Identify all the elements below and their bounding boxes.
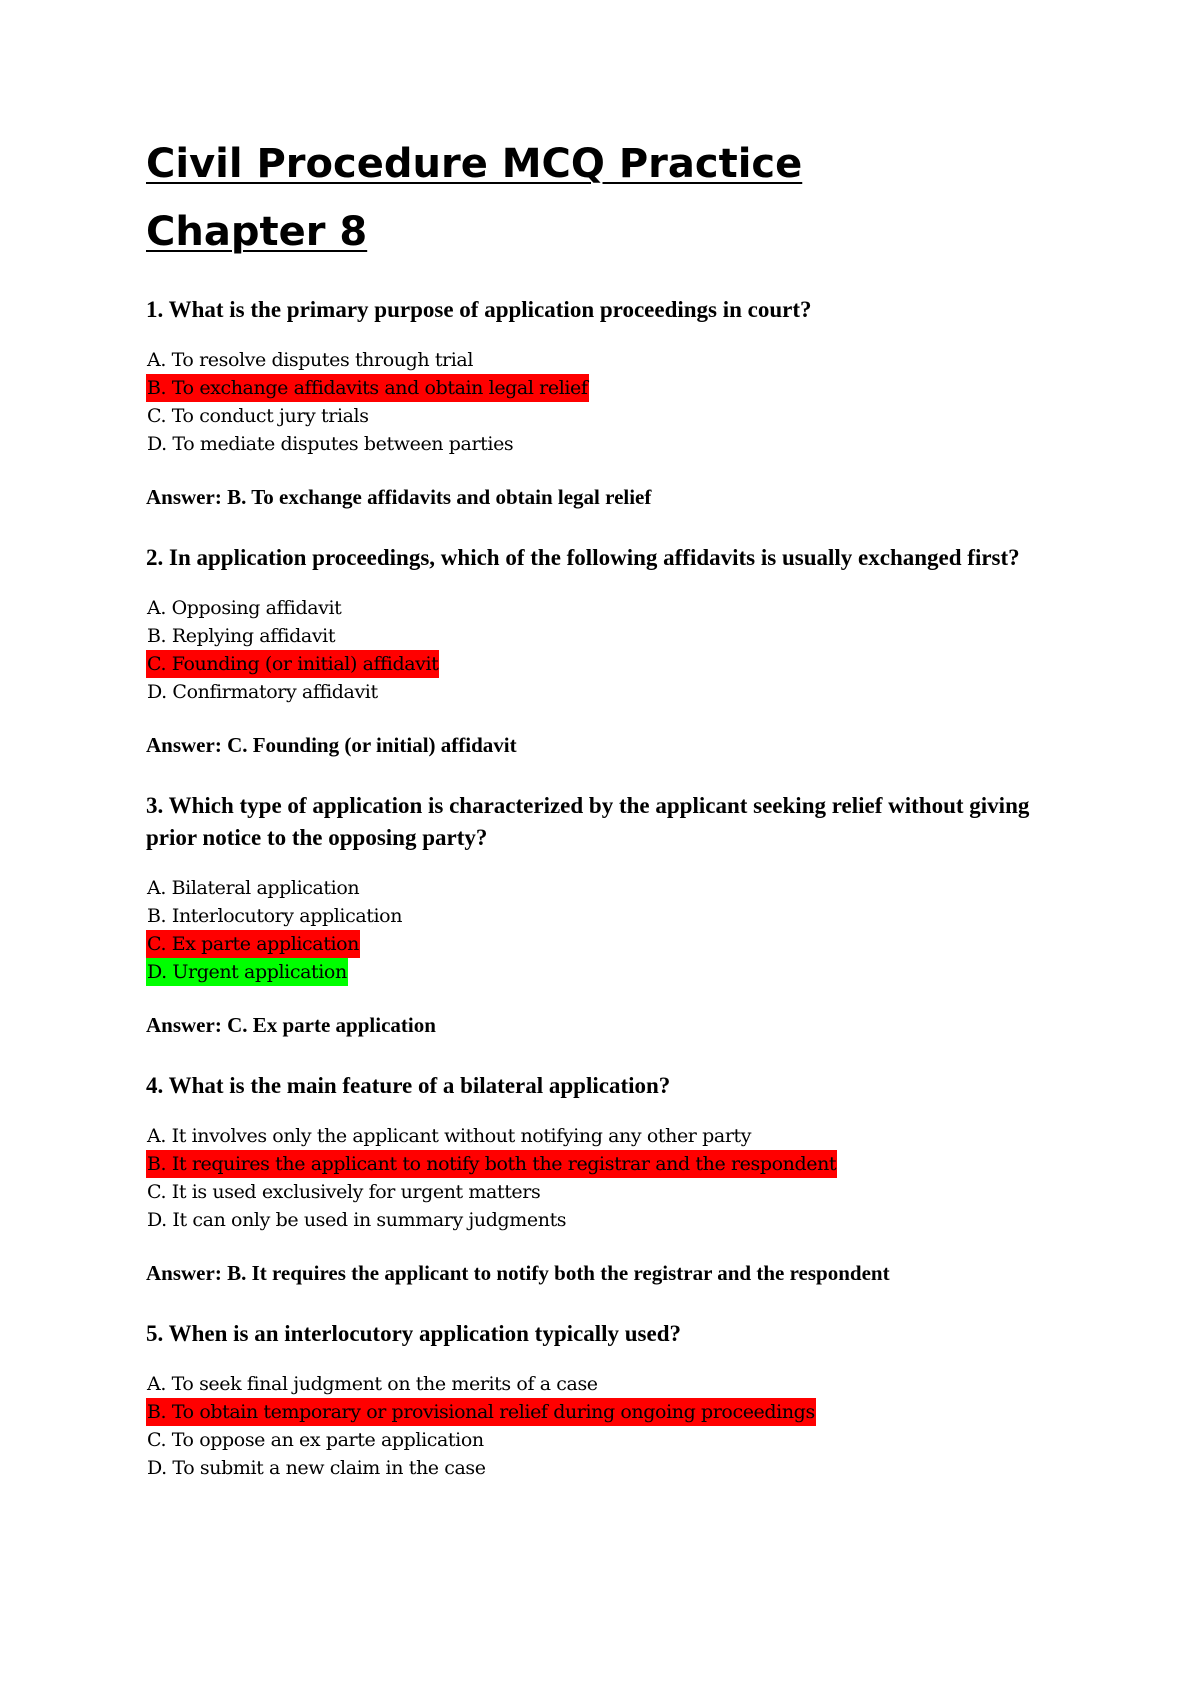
answer-option-text: D. To mediate disputes between parties [147, 433, 514, 455]
answer-option [146, 902, 1076, 930]
option-list [146, 1370, 1076, 1482]
answer-option-text: C. Founding (or initial) affidavit [146, 650, 439, 678]
question-text: 5. When is an interlocutory application typically used? [146, 1321, 682, 1346]
chapter-title: Chapter 8 [146, 209, 368, 255]
answer-option-text: D. Urgent application [146, 958, 348, 986]
option-list [146, 594, 1076, 706]
answer-option-text: A. It involves only the applicant without notifying any other party [147, 1125, 752, 1147]
answer-option-text: C. To conduct jury trials [147, 405, 369, 427]
answer-option-text: D. It can only be used in summary judgments [147, 1209, 567, 1231]
answer-option-text: B. Interlocutory application [147, 905, 403, 927]
answer-option [146, 1370, 1076, 1398]
question-block [146, 790, 1076, 1040]
answer-option-text: A. Bilateral application [147, 877, 360, 899]
answer-option [146, 1178, 1076, 1206]
answer-option [146, 958, 1076, 986]
question-text: 1. What is the primary purpose of application proceedings in court? [146, 297, 812, 322]
answer-option-text: B. It requires the applicant to notify both the registrar and the respondent [146, 1150, 837, 1178]
answer-option [146, 1454, 1076, 1482]
question-block [146, 1318, 1076, 1482]
option-list [146, 874, 1076, 986]
question-block [146, 294, 1076, 512]
answer-option [146, 1398, 1076, 1426]
answer-line: Answer: B. It requires the applicant to notify both the registrar and the respondent [146, 1261, 890, 1285]
answer-line: Answer: C. Founding (or initial) affidavit [146, 733, 517, 757]
question-block [146, 1070, 1076, 1288]
option-list [146, 1122, 1076, 1234]
answer-option-text: B. To exchange affidavits and obtain legal relief [146, 374, 589, 402]
question-text: 4. What is the main feature of a bilateral application? [146, 1073, 671, 1098]
answer-option [146, 1150, 1076, 1178]
answer-option [146, 930, 1076, 958]
answer-option [146, 346, 1076, 374]
answer-line: Answer: C. Ex parte application [146, 1013, 436, 1037]
answer-option [146, 430, 1076, 458]
question-text: 2. In application proceedings, which of the following affidavits is usually exchanged first? [146, 545, 1020, 570]
document-page [146, 140, 1076, 1512]
answer-option [146, 374, 1076, 402]
answer-option [146, 1122, 1076, 1150]
answer-option [146, 594, 1076, 622]
answer-option [146, 874, 1076, 902]
answer-line: Answer: B. To exchange affidavits and obtain legal relief [146, 485, 652, 509]
question-block [146, 542, 1076, 760]
answer-option-text: C. To oppose an ex parte application [147, 1429, 484, 1451]
question-list [146, 294, 1076, 1482]
answer-option-text: A. Opposing affidavit [147, 597, 342, 619]
answer-option [146, 650, 1076, 678]
answer-option-text: C. It is used exclusively for urgent matters [147, 1181, 541, 1203]
answer-option-text: B. Replying affidavit [147, 625, 336, 647]
answer-option [146, 402, 1076, 430]
answer-option [146, 678, 1076, 706]
answer-option-text: A. To resolve disputes through trial [147, 349, 474, 371]
question-text: 3. Which type of application is characterized by the applicant seeking relief without giving prior notice to the opposing party? [146, 793, 1030, 850]
answer-option [146, 1426, 1076, 1454]
answer-option-text: D. To submit a new claim in the case [147, 1457, 486, 1479]
answer-option [146, 622, 1076, 650]
answer-option-text: C. Ex parte application [146, 930, 360, 958]
answer-option-text: A. To seek final judgment on the merits of a case [147, 1373, 598, 1395]
answer-option [146, 1206, 1076, 1234]
option-list [146, 346, 1076, 458]
answer-option-text: B. To obtain temporary or provisional relief during ongoing proceedings [146, 1398, 816, 1426]
document-title: Civil Procedure MCQ Practice [146, 141, 803, 187]
answer-option-text: D. Confirmatory affidavit [147, 681, 378, 703]
